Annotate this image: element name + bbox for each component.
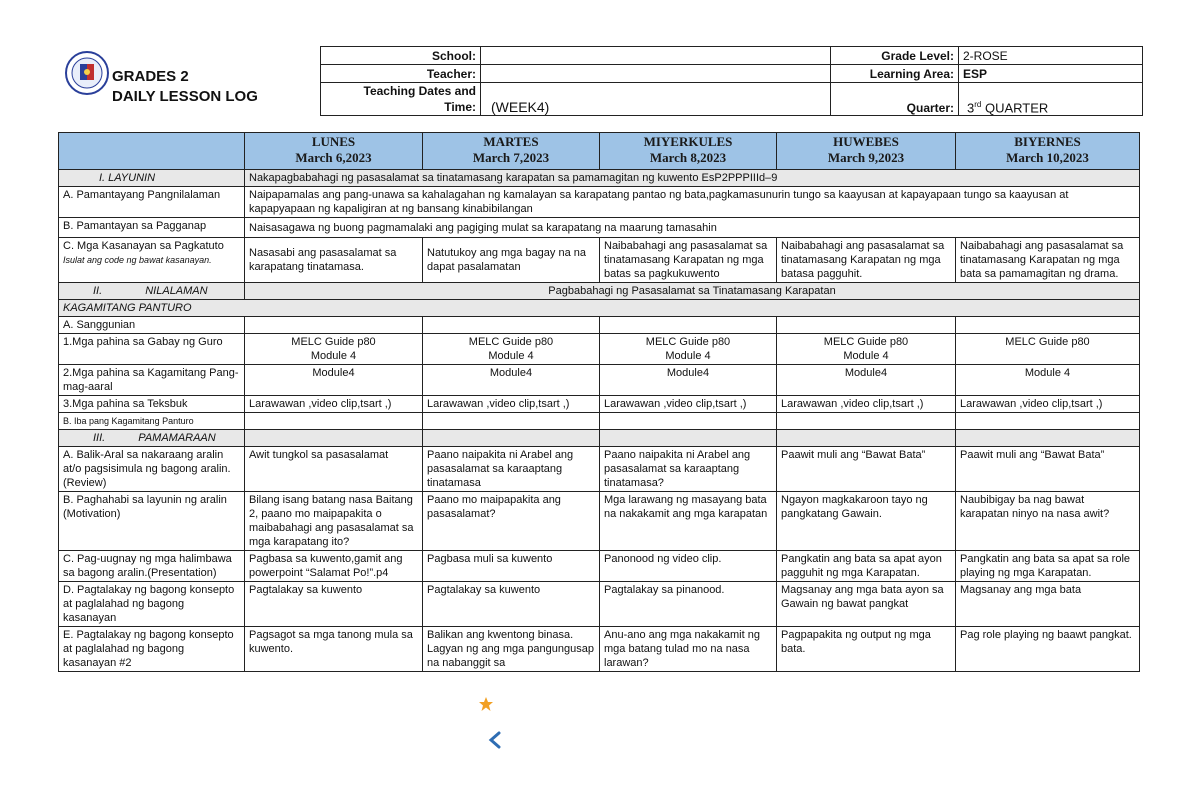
balik-wednesday: Paano naipakita ni Arabel ang pasasalamat sa karaaptang tinatamasa? bbox=[600, 447, 777, 492]
kasanayan-label: C. Mga Kasanayan sa Pagkatuto bbox=[63, 240, 224, 252]
kasanayan-note: Isulat ang code ng bawat kasanayan. bbox=[63, 255, 212, 265]
paghahabi-label: B. Paghahabi sa layunin ng aralin (Motivation) bbox=[59, 492, 245, 551]
nilalaman-label-cell bbox=[59, 283, 245, 300]
day-name: HUWEBES bbox=[833, 134, 899, 149]
grade-level-label: Grade Level: bbox=[831, 47, 959, 65]
gabay-friday: MELC Guide p80 bbox=[956, 334, 1140, 365]
talakay1-friday: Magsanay ang mga bata bbox=[956, 582, 1140, 627]
sanggunian-empty bbox=[600, 317, 777, 334]
layunin-label: I. LAYUNIN bbox=[59, 170, 245, 187]
iba-empty bbox=[600, 413, 777, 430]
talakay1-thursday: Magsanay ang mga bata ayon sa Gawain ng bawat pangkat bbox=[777, 582, 956, 627]
day-name: LUNES bbox=[311, 134, 356, 149]
balik-label: A. Balik-Aral sa nakaraang aralin at/o pagsisimula ng bagong aralin.(Review) bbox=[59, 447, 245, 492]
header-info-table bbox=[320, 46, 1143, 116]
kagamitang-label: 2.Mga pahina sa Kagamitang Pang-mag-aaral bbox=[59, 365, 245, 396]
corner-cell bbox=[59, 133, 245, 170]
talakay2-tuesday: Balikan ang kwentong binasa. Lagyan ng ang mga pangungusap na nabanggit sa bbox=[423, 627, 600, 672]
balik-tuesday: Paano naipakita ni Arabel ang pasasalamat sa karaaptang tinatamasa bbox=[423, 447, 600, 492]
day-date: March 7,2023 bbox=[472, 150, 550, 165]
day-date: March 10,2023 bbox=[1006, 150, 1089, 165]
kagamitan-label: KAGAMITANG PANTURO bbox=[59, 300, 1140, 317]
teacher-value bbox=[481, 65, 831, 83]
pangnilalaman-text: Naipapamalas ang pang-unawa sa kahalagahan ng kamalayan sa karapatang pantao ng bata,pagkamasunurin tungo sa kaayusan at kapayapaan tungo sa kaayusan at kapapyapaan ng kapaligiran at ng bansang kinabibilangan bbox=[245, 187, 1140, 218]
pamamaraan-empty bbox=[777, 430, 956, 447]
teksbuk-label: 3.Mga pahina sa Teksbuk bbox=[59, 396, 245, 413]
teaching-dates-label-2: Time: bbox=[444, 100, 476, 114]
star-icon bbox=[478, 696, 494, 712]
sanggunian-empty bbox=[245, 317, 423, 334]
day-date: March 9,2023 bbox=[827, 150, 905, 165]
pamamaraan-empty bbox=[600, 430, 777, 447]
talakay1-monday: Pagtalakay sa kuwento bbox=[245, 582, 423, 627]
pagugnay-label: C. Pag-uugnay ng mga halimbawa sa bagong aralin.(Presentation) bbox=[59, 551, 245, 582]
iba-empty bbox=[956, 413, 1140, 430]
teksbuk-wednesday: Larawawan ,video clip,tsart ,) bbox=[600, 396, 777, 413]
sanggunian-empty bbox=[423, 317, 600, 334]
teksbuk-friday: Larawawan ,video clip,tsart ,) bbox=[956, 396, 1140, 413]
pamamaraan-empty bbox=[956, 430, 1140, 447]
paghahabi-tuesday: Paano mo maipapakita ang pasasalamat? bbox=[423, 492, 600, 551]
kagamitang-wednesday: Module4 bbox=[600, 365, 777, 396]
nilalaman-text: Pagbabahagi ng Pasasalamat sa Tinatamasang Karapatan bbox=[245, 283, 1140, 300]
pagugnay-friday: Pangkatin ang bata sa apat sa role playing ng mga Karapatan. bbox=[956, 551, 1140, 582]
day-date: March 6,2023 bbox=[295, 150, 372, 165]
day-header-thursday bbox=[777, 133, 956, 170]
talakay1-label: D. Pagtalakay ng bagong konsepto at paglalahad ng bagong kasanayan bbox=[59, 582, 245, 627]
learning-area-value: ESP bbox=[959, 65, 1143, 83]
talakay2-wednesday: Anu-ano ang mga nakakamit ng mga batang tulad mo na nasa larawan? bbox=[600, 627, 777, 672]
paghahabi-thursday: Ngayon magkakaroon tayo ng pangkatang Gawain. bbox=[777, 492, 956, 551]
lesson-log-table bbox=[58, 132, 1140, 672]
day-header-wednesday bbox=[600, 133, 777, 170]
talakay2-label: E. Pagtalakay ng bagong konsepto at paglalahad ng bagong kasanayan #2 bbox=[59, 627, 245, 672]
teacher-label: Teacher: bbox=[321, 65, 481, 83]
gabay-label: 1.Mga pahina sa Gabay ng Guro bbox=[59, 334, 245, 365]
kagamitang-friday: Module 4 bbox=[956, 365, 1140, 396]
day-name: MIYERKULES bbox=[643, 134, 733, 149]
quarter-suffix: rd bbox=[974, 99, 982, 109]
iba-empty bbox=[423, 413, 600, 430]
pamamaraan-empty bbox=[423, 430, 600, 447]
talakay2-thursday: Pagpapakita ng output ng mga bata. bbox=[777, 627, 956, 672]
gabay-wednesday: MELC Guide p80 Module 4 bbox=[600, 334, 777, 365]
day-header-monday bbox=[245, 133, 423, 170]
talakay2-friday: Pag role playing ng baawt pangkat. bbox=[956, 627, 1140, 672]
kagamitang-thursday: Module4 bbox=[777, 365, 956, 396]
nilalaman-label: NILALAMAN bbox=[145, 285, 208, 297]
day-header-friday bbox=[956, 133, 1140, 170]
school-label: School: bbox=[321, 47, 481, 65]
title-line-2: DAILY LESSON LOG bbox=[112, 88, 258, 105]
pagugnay-wednesday: Panonood ng video clip. bbox=[600, 551, 777, 582]
paghahabi-friday: Naubibigay ba nag bawat karapatan ninyo na nasa awit? bbox=[956, 492, 1140, 551]
kasanayan-wednesday: Naibabahagi ang pasasalamat sa tinatamasang Karapatan ng mga batas sa pagkukuwento bbox=[600, 238, 777, 283]
teaching-dates-value: (WEEK4) bbox=[481, 83, 831, 116]
teksbuk-tuesday: Larawawan ,video clip,tsart ,) bbox=[423, 396, 600, 413]
header-logo-area bbox=[60, 46, 320, 116]
pangnilalaman-label: A. Pamantayang Pangnilalaman bbox=[59, 187, 245, 218]
school-value bbox=[481, 47, 831, 65]
teaching-dates-label bbox=[321, 83, 481, 116]
paghahabi-monday: Bilang isang batang nasa Baitang 2, paano mo maipapakita o maibabahagi ang pasasalamat sa mga karapatang ito? bbox=[245, 492, 423, 551]
day-name: BIYERNES bbox=[1014, 134, 1081, 149]
kasanayan-thursday: Naibabahagi ang pasasalamat sa tinatamasang Karapatan ng mga batasa pagguhit. bbox=[777, 238, 956, 283]
talakay1-tuesday: Pagtalakay sa kuwento bbox=[423, 582, 600, 627]
pagugnay-thursday: Pangkatin ang bata sa apat ayon pagguhit ng mga Karapatan. bbox=[777, 551, 956, 582]
pamamaraan-empty bbox=[245, 430, 423, 447]
layunin-text: Nakapagbabahagi ng pasasalamat sa tinatamasang karapatan sa pamamagitan ng kuwento EsP2PPPIIId–9 bbox=[245, 170, 1140, 187]
teaching-dates-label-1: Teaching Dates and bbox=[363, 84, 476, 98]
gabay-tuesday: MELC Guide p80 Module 4 bbox=[423, 334, 600, 365]
quarter-number: 3 bbox=[967, 100, 975, 115]
iba-empty bbox=[245, 413, 423, 430]
pagugnay-tuesday: Pagbasa muli sa kuwento bbox=[423, 551, 600, 582]
kagamitang-monday: Module4 bbox=[245, 365, 423, 396]
pagganap-label: B. Pamantayan sa Pagganap bbox=[59, 218, 245, 238]
teksbuk-monday: Larawawan ,video clip,tsart ,) bbox=[245, 396, 423, 413]
pamamaraan-number: III. bbox=[93, 432, 106, 444]
sanggunian-empty bbox=[956, 317, 1140, 334]
pamamaraan-label: PAMAMARAAN bbox=[138, 432, 216, 444]
title-line-1: GRADES 2 bbox=[112, 68, 189, 85]
grade-level-value: 2-ROSE bbox=[959, 47, 1143, 65]
talakay2-monday: Pagsagot sa mga tanong mula sa kuwento. bbox=[245, 627, 423, 672]
paghahabi-wednesday: Mga larawang ng masayang bata na nakakamit ang mga karapatan bbox=[600, 492, 777, 551]
sanggunian-label: A. Sanggunian bbox=[59, 317, 245, 334]
kasanayan-friday: Naibabahagi ang pasasalamat sa tinatamasang Karapatan ng mga bata sa pamamagitan ng drama. bbox=[956, 238, 1140, 283]
teksbuk-thursday: Larawawan ,video clip,tsart ,) bbox=[777, 396, 956, 413]
kasanayan-label-cell bbox=[59, 238, 245, 283]
balik-friday: Paawit muli ang “Bawat Bata” bbox=[956, 447, 1140, 492]
nilalaman-number: II. bbox=[93, 285, 103, 297]
pamamaraan-label-cell bbox=[59, 430, 245, 447]
kasanayan-monday: Nasasabi ang pasasalamat sa karapatang tinatamasa. bbox=[245, 238, 423, 283]
quarter-text: QUARTER bbox=[981, 100, 1049, 115]
iba-empty bbox=[777, 413, 956, 430]
learning-area-label: Learning Area: bbox=[831, 65, 959, 83]
chevron-left-icon[interactable] bbox=[486, 730, 504, 750]
kasanayan-tuesday: Natutukoy ang mga bagay na na dapat pasalamatan bbox=[423, 238, 600, 283]
gabay-monday: MELC Guide p80 Module 4 bbox=[245, 334, 423, 365]
iba-label: B. Iba pang Kagamitang Panturo bbox=[59, 413, 245, 430]
balik-monday: Awit tungkol sa pasasalamat bbox=[245, 447, 423, 492]
pagugnay-monday: Pagbasa sa kuwento,gamit ang powerpoint “Salamat Po!”.p4 bbox=[245, 551, 423, 582]
pagganap-text: Naisasagawa ng buong pagmamalaki ang pagiging mulat sa karapatang na maarung tamasahin bbox=[245, 218, 1140, 238]
day-date: March 8,2023 bbox=[649, 150, 727, 165]
balik-thursday: Paawit muli ang “Bawat Bata” bbox=[777, 447, 956, 492]
quarter-label: Quarter: bbox=[831, 83, 959, 116]
quarter-value bbox=[959, 83, 1143, 116]
day-name: MARTES bbox=[483, 134, 539, 149]
day-header-tuesday bbox=[423, 133, 600, 170]
gabay-thursday: MELC Guide p80 Module 4 bbox=[777, 334, 956, 365]
deped-seal-icon bbox=[64, 50, 110, 96]
talakay1-wednesday: Pagtalakay sa pinanood. bbox=[600, 582, 777, 627]
kagamitang-tuesday: Module4 bbox=[423, 365, 600, 396]
sanggunian-empty bbox=[777, 317, 956, 334]
